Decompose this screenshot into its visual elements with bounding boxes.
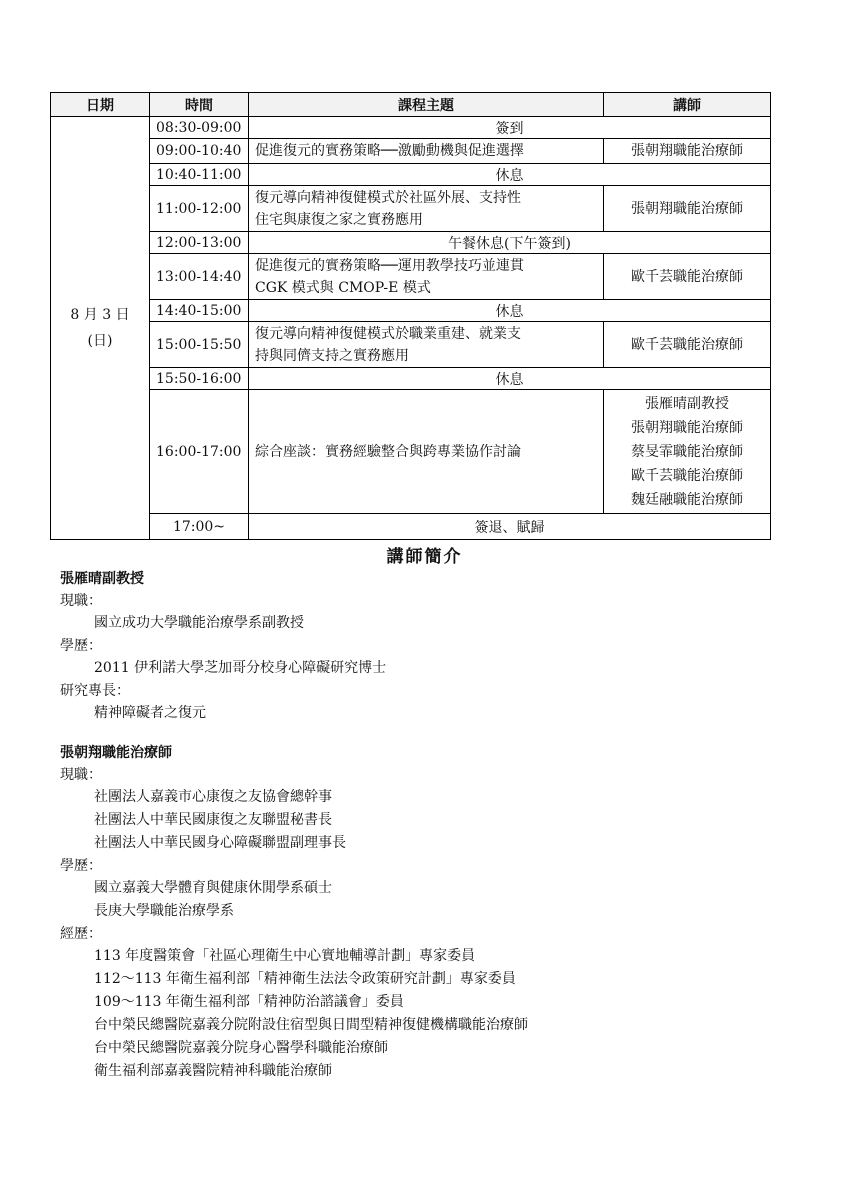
header-topic: 課程主題 [249,93,604,117]
topic-cell: 簽退、賦歸 [249,514,771,540]
speaker-name: 張朝翔職能治療師 [631,419,743,436]
bio-item: 國立成功大學職能治療學系副教授 [94,615,304,631]
time-cell: 15:50-16:00 [150,368,249,390]
bio-item: 國立嘉義大學體育與健康休閒學系碩士 [94,880,332,896]
education-label: 學歷： [60,638,102,654]
table-row [51,186,771,232]
time-cell: 14:40-15:00 [150,300,249,322]
time-cell: 17:00~ [150,514,249,540]
bio-item: 113 年度醫策會「社區心理衛生中心實地輔導計劃」專家委員 [94,948,476,964]
experience-label: 經歷： [60,926,102,942]
current-position-label: 現職： [60,767,102,783]
topic-cell: 休息 [249,300,771,322]
bio-item: 衛生福利部嘉義醫院精神科職能治療師 [94,1063,332,1079]
topic-cell: 綜合座談：實務經驗整合與跨專業協作討論 [249,390,604,514]
education-label: 學歷： [60,858,102,874]
time-cell: 15:00-15:50 [150,322,249,368]
current-position-label: 現職： [60,593,102,609]
topic-line: 促進復元的實務策略──運用教學技巧並連貫 [255,257,524,274]
table-row [51,139,771,164]
date-day: 8 月 3 日 [70,307,130,323]
speaker-cell: 張朝翔職能治療師 [604,186,771,232]
time-cell: 12:00-13:00 [150,232,249,254]
speaker-list-cell [604,390,771,514]
topic-cell: 促進復元的實務策略──激勵動機與促進選擇 [249,139,604,164]
time-cell: 10:40-11:00 [150,164,249,186]
topic-cell: 午餐休息(下午簽到) [249,232,771,254]
topic-cell [249,186,604,232]
speaker-cell: 歐千芸職能治療師 [604,254,771,300]
table-row [51,232,771,254]
bio-item: 社團法人嘉義市心康復之友協會總幹事 [94,789,332,805]
speaker-cell: 歐千芸職能治療師 [604,322,771,368]
table-header-row [51,93,771,117]
topic-line: 持與同儕支持之實務應用 [255,347,409,364]
bio-item: 112～113 年衛生福利部「精神衛生法法令政策研究計劃」專家委員 [94,971,516,987]
speaker-bio [60,568,800,725]
speaker-cell: 張朝翔職能治療師 [604,139,771,164]
bio-item: 2011 伊利諾大學芝加哥分校身心障礙研究博士 [94,660,387,676]
bio-item: 109～113 年衛生福利部「精神防治諮議會」委員 [94,994,404,1010]
speaker-bio-name: 張雁晴副教授 [60,571,144,587]
table-row [51,300,771,322]
bio-item: 長庚大學職能治療學系 [94,903,234,919]
topic-line: CGK 模式與 CMOP-E 模式 [255,279,431,296]
header-date: 日期 [51,93,150,117]
time-cell: 08:30-09:00 [150,117,249,139]
table-row [51,514,771,540]
schedule-table [50,92,771,540]
table-row [51,117,771,139]
topic-cell: 簽到 [249,117,771,139]
speaker-name: 魏廷融職能治療師 [631,491,743,508]
table-row [51,254,771,300]
topic-line: 復元導向精神復健模式於職業重建、就業支 [255,325,521,342]
table-row [51,322,771,368]
bio-item: 社團法人中華民國身心障礙聯盟副理事長 [94,835,346,851]
bio-item: 社團法人中華民國康復之友聯盟秘書長 [94,812,332,828]
topic-cell: 休息 [249,164,771,186]
table-row [51,390,771,514]
date-weekday: (日) [87,333,113,349]
speaker-name: 歐千芸職能治療師 [631,467,743,484]
time-cell: 13:00-14:40 [150,254,249,300]
header-time: 時間 [150,93,249,117]
topic-cell: 休息 [249,368,771,390]
bio-item: 台中榮民總醫院嘉義分院身心醫學科職能治療師 [94,1040,388,1056]
research-label: 研究專長： [60,683,130,699]
table-row [51,164,771,186]
header-speaker: 講師 [604,93,771,117]
speaker-bio-name: 張朝翔職能治療師 [60,745,172,761]
bio-item: 精神障礙者之復元 [94,705,206,721]
topic-line: 復元導向精神復健模式於社區外展、支持性 [255,189,521,206]
time-cell: 16:00-17:00 [150,390,249,514]
speaker-name: 蔡旻霏職能治療師 [631,443,743,460]
date-cell [51,117,150,540]
topic-cell [249,322,604,368]
topic-line: 住宅與康復之家之實務應用 [255,211,423,228]
speaker-section-title: 講師簡介 [386,547,463,567]
speaker-bio [60,742,800,1083]
time-cell: 11:00-12:00 [150,186,249,232]
table-row [51,368,771,390]
bio-item: 台中榮民總醫院嘉義分院附設住宿型與日間型精神復健機構職能治療師 [94,1017,528,1033]
speaker-name: 張雁晴副教授 [645,395,729,412]
topic-cell [249,254,604,300]
time-cell: 09:00-10:40 [150,139,249,164]
